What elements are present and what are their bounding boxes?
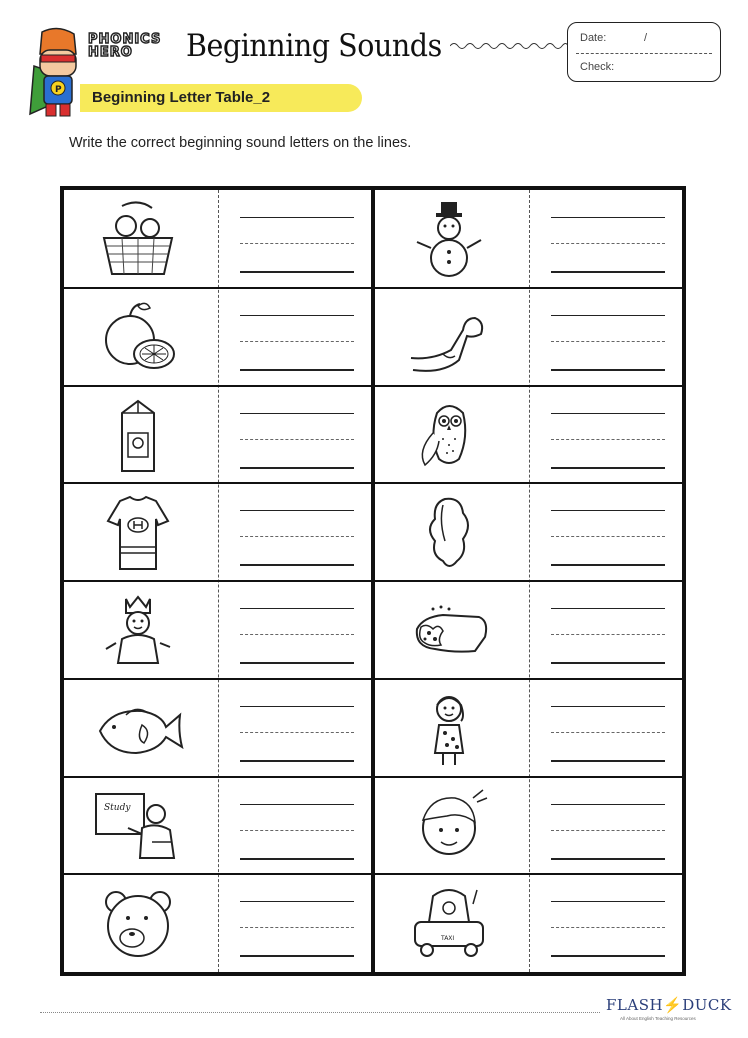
row-divider [64, 385, 682, 387]
teacher-icon [92, 784, 184, 866]
date-slash: / [644, 32, 648, 44]
answer-lines[interactable] [551, 706, 665, 766]
writing-line-bot [551, 271, 665, 273]
writing-line-mid [551, 536, 665, 537]
row-divider [64, 580, 682, 582]
svg-text:P: P [55, 85, 62, 95]
answer-lines[interactable] [240, 608, 354, 668]
row-divider [64, 678, 682, 680]
row-divider [64, 776, 682, 778]
brand-logo [88, 32, 162, 60]
writing-line-top [240, 608, 354, 609]
writing-line-mid [551, 341, 665, 342]
brand-line-2: HERO [88, 45, 133, 60]
bolt-icon: ⚡ [663, 996, 683, 1014]
logo-tagline: All About English Teaching Resources [620, 1016, 696, 1021]
writing-line-top [240, 510, 354, 511]
answer-lines[interactable] [240, 413, 354, 473]
arm-icon [403, 296, 495, 378]
writing-line-bot [240, 662, 354, 664]
answer-lines[interactable] [551, 901, 665, 961]
writing-line-bot [551, 858, 665, 860]
row-divider [64, 482, 682, 484]
answer-lines[interactable] [551, 804, 665, 864]
writing-line-top [240, 706, 354, 707]
writing-line-bot [240, 271, 354, 273]
row-divider [64, 287, 682, 289]
writing-line-mid [240, 439, 354, 440]
logo-text [606, 996, 732, 1014]
flashduck-logo [606, 996, 732, 1024]
writing-line-mid [551, 732, 665, 733]
owl-icon [403, 393, 495, 475]
answer-lines[interactable] [551, 608, 665, 668]
orange-icon [92, 296, 184, 378]
writing-line-bot [551, 564, 665, 566]
writing-line-top [240, 315, 354, 316]
writing-line-top [551, 901, 665, 902]
writing-line-top [551, 510, 665, 511]
writing-line-top [240, 901, 354, 902]
writing-line-mid [240, 536, 354, 537]
answer-lines[interactable] [240, 901, 354, 961]
writing-line-mid [551, 439, 665, 440]
writing-line-mid [551, 927, 665, 928]
writing-line-bot [551, 662, 665, 664]
worksheet-subtitle: Beginning Letter Table_2 [92, 89, 271, 106]
check-label: Check: [580, 61, 615, 73]
snowman-icon [403, 198, 495, 280]
brand-line-1: PHONICS [88, 32, 162, 47]
writing-line-mid [551, 830, 665, 831]
answer-lines[interactable] [551, 510, 665, 570]
writing-line-bot [551, 760, 665, 762]
writing-line-top [551, 413, 665, 414]
beginning-letter-table [60, 186, 686, 976]
date-label: Date: [580, 32, 607, 44]
writing-line-bot [240, 858, 354, 860]
writing-line-top [240, 413, 354, 414]
basket-icon [92, 198, 184, 280]
instruction-text: Write the correct beginning sound letters on the lines. [69, 135, 412, 151]
answer-lines[interactable] [240, 315, 354, 375]
writing-line-bot [240, 369, 354, 371]
taxi-icon [403, 882, 495, 964]
svg-text:Study: Study [104, 803, 131, 814]
answer-lines[interactable] [240, 217, 354, 277]
writing-line-bot [240, 760, 354, 762]
sponge-icon [403, 589, 495, 671]
date-check-box [567, 22, 721, 82]
writing-line-mid [240, 243, 354, 244]
answer-lines[interactable] [551, 315, 665, 375]
fish-icon [92, 687, 184, 769]
writing-line-mid [240, 732, 354, 733]
king-icon [92, 589, 184, 671]
writing-line-bot [240, 955, 354, 957]
writing-line-top [240, 217, 354, 218]
writing-line-top [240, 804, 354, 805]
footer-rule [40, 1012, 600, 1013]
writing-line-mid [240, 634, 354, 635]
svg-text:TAXI: TAXI [441, 935, 455, 943]
wave-decoration [450, 40, 568, 52]
writing-line-top [551, 804, 665, 805]
boy-face-icon [403, 784, 495, 866]
writing-line-bot [551, 955, 665, 957]
milk-carton-icon [92, 393, 184, 475]
writing-line-bot [240, 564, 354, 566]
bear-icon [92, 882, 184, 964]
writing-line-top [551, 608, 665, 609]
writing-line-mid [551, 243, 665, 244]
writing-line-mid [240, 927, 354, 928]
jersey-icon [92, 491, 184, 573]
page-title: Beginning Sounds [186, 28, 442, 64]
answer-lines[interactable] [551, 413, 665, 473]
answer-lines[interactable] [240, 804, 354, 864]
writing-line-mid [240, 830, 354, 831]
row-divider [64, 873, 682, 875]
writing-line-top [551, 315, 665, 316]
writing-line-bot [240, 467, 354, 469]
writing-line-mid [551, 634, 665, 635]
answer-lines[interactable] [551, 217, 665, 277]
writing-line-mid [240, 341, 354, 342]
writing-line-bot [551, 369, 665, 371]
leaf-icon [403, 491, 495, 573]
answer-lines[interactable] [240, 510, 354, 570]
writing-line-top [551, 706, 665, 707]
writing-line-top [551, 217, 665, 218]
writing-line-bot [551, 467, 665, 469]
logo-part-2: DUCK [682, 996, 732, 1014]
logo-part-1: FLASH [606, 996, 664, 1014]
date-separator [576, 53, 712, 54]
girl-icon [403, 687, 495, 769]
answer-lines[interactable] [240, 706, 354, 766]
